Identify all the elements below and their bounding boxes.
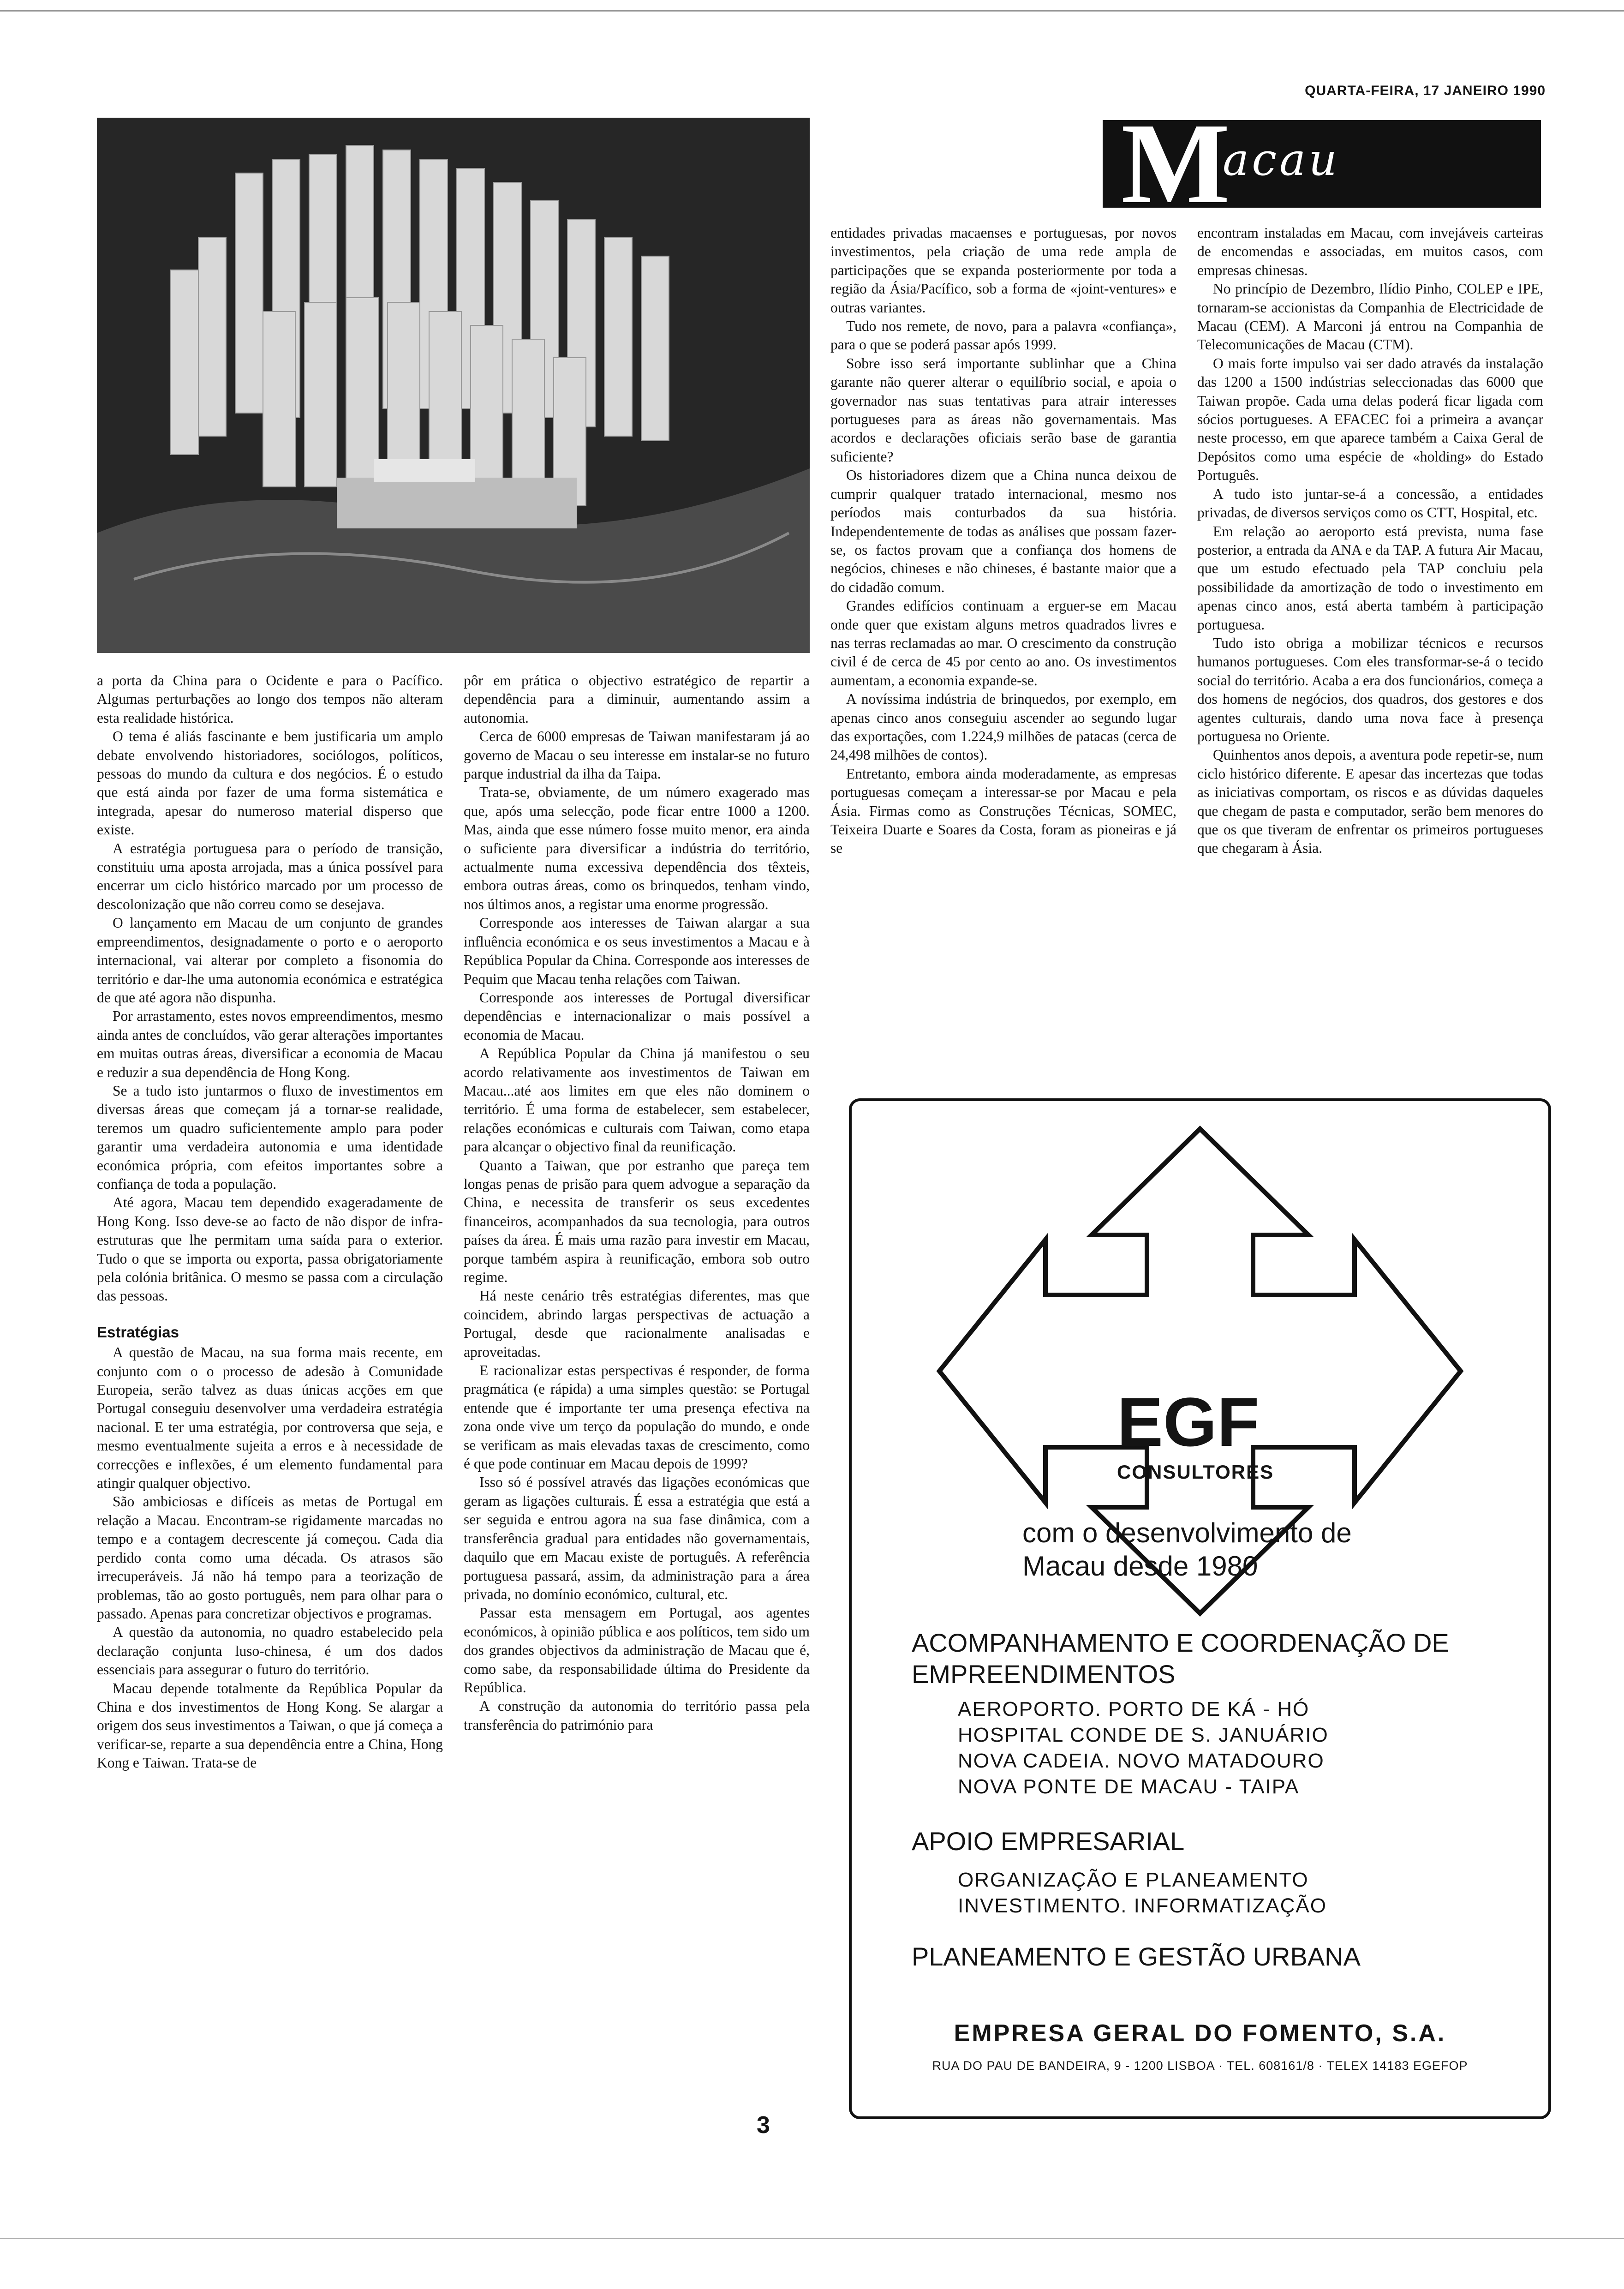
paragraph: Em relação ao aeroporto está prevista, numa fase posterior, a entrada da ANA e da TAP. A futura Air Macau, que um estudo efectuado pela TAP concluiu pela possibilidade da amortização de todo o investimento em apenas cinco anos, está aberta também à participação portuguesa. — [1197, 523, 1543, 633]
paragraph: O mais forte impulso vai ser dado através da instalação das 1200 a 1500 indústrias seleccionadas das 6000 que Taiwan propõe. Cada uma delas poderá ficar ligada com sócios portugueses. A EFACEC foi a primeira a avançar neste processo, em que aparece também a Caixa Geral de Depósitos como uma espécie de «holding» do Estado Português. — [1197, 355, 1543, 484]
ad-item: AEROPORTO. PORTO DE KÁ - HÓ — [958, 1698, 1310, 1720]
top-rule — [0, 10, 1624, 12]
paragraph: A República Popular da China já manifestou o seu acordo relativamente aos investimentos de Taiwan em Macau...até aos limites em que eles não dominem o território. É uma forma de estabelecer, sem estabelecer, relações económicas e culturais com Taiwan, como etapa para alcançar o objectivo final da reunificação. — [464, 1045, 810, 1155]
page-number: 3 — [757, 2112, 770, 2139]
masthead-letter: M — [1121, 100, 1230, 228]
section-masthead — [1103, 100, 1541, 228]
paragraph: Passar esta mensagem em Portugal, aos agentes económicos, à opinião pública e aos políticos, tem sido um dos grandes objectivos da administração de Macau que é, como sabe, da responsabilidade última do Presidente da República. — [464, 1605, 810, 1696]
ad-item: NOVA PONTE DE MACAU - TAIPA — [958, 1775, 1300, 1798]
paragraph: Cerca de 6000 empresas de Taiwan manifestaram já ao governo de Macau o seu interesse em instalar-se no futuro parque industrial da ilha da Taipa. — [464, 728, 810, 782]
bottom-rule — [0, 2238, 1624, 2239]
paragraph: Isso só é possível através das ligações económicas que geram as ligações culturais. É essa a estratégia que está a ser seguida e entrou agora na sua fase dinâmica, com a transferência gradual para entidades não governamentais, daquilo que em Macau existe de português. A referência portuguesa passará, assim, da administração para a área privada, no domínio económico, cultural, etc. — [464, 1474, 810, 1602]
paragraph: Tudo nos remete, de novo, para a palavra «confiança», para o que se poderá passar após 1999. — [830, 318, 1176, 353]
article-column-4 — [1197, 224, 1543, 858]
ad-company-name: EMPRESA GERAL DO FOMENTO, S.A. — [954, 2020, 1446, 2047]
paragraph: No princípio de Dezembro, Ilídio Pinho, COLEP e IPE, tornaram-se accionistas da Companhia de Electricidade de Macau (CEM). A Marconi já entrou na Companhia de Telecomunicações de Macau (CTM). — [1197, 281, 1543, 353]
paragraph: A estratégia portuguesa para o período de transição, constituiu uma aposta arrojada, mas a única possível para encerrar um ciclo histórico marcado por um processo de descolonização que não correu como se desejava. — [97, 840, 443, 912]
paragraph: Corresponde aos interesses de Portugal diversificar dependências e internacionalizar o mais possível a economia de Macau. — [464, 989, 810, 1043]
paragraph: São ambiciosas e difíceis as metas de Portugal em relação a Macau. Encontram-se rigidamente marcadas no tempo e a contagem decrescente já começou. Cada dia perdido conta como uma década. Os atrasos são irrecuperáveis. Já não há tempo para a teorização de problemas, tão ao gosto português, nem para olhar para o passado. Apenas para concretizar objectivos e programas. — [97, 1493, 443, 1622]
paragraph: a porta da China para o Ocidente e para o Pacífico. Algumas perturbações ao longo dos tempos não alteram esta realidade histórica. — [97, 672, 443, 726]
ad-section-title: APOIO EMPRESARIAL — [912, 1827, 1185, 1856]
article-column-3 — [830, 224, 1176, 858]
paragraph: A novíssima indústria de brinquedos, por exemplo, em apenas cinco anos conseguiu ascender ao segundo lugar das exportações, com 1.224,9 milhões de patacas (cerca de 24,498 milhões de contos). — [830, 691, 1176, 763]
paragraph: Tudo isto obriga a mobilizar técnicos e recursos humanos portugueses. Com eles transformar-se-á o tecido social do território. Acaba a era dos funcionários, começa a dos homens de negócios, dos quadros, dos gestores e dos agentes culturais, dando uma nova face à presença portuguesa no Oriente. — [1197, 635, 1543, 744]
ad-section-title: ACOMPANHAMENTO E COORDENAÇÃO DE EMPREENDIMENTOS — [912, 1628, 1449, 1689]
ad-item: ORGANIZAÇÃO E PLANEAMENTO — [958, 1869, 1309, 1891]
paragraph: entidades privadas macaenses e portuguesas, por novos investimentos, pela criação de uma rede ampla de participações que se expanda posteriormente por toda a região da Ásia/Pacífico, sob a forma de «joint-ventures» e outras variantes. — [830, 225, 1176, 316]
paragraph: A questão de Macau, na sua forma mais recente, em conjunto com o o processo de adesão à Comunidade Europeia, serão talvez as duas únicas acções em que Portugal conseguiu desenvolver uma verdadeira estratégia nacional. E ter uma estratégia, por controversa que seja, e mesmo eventualmente sujeita a erros e à necessidade de correcções e inflexões, é um elemento fundamental para atingir qualquer objectivo. — [97, 1344, 443, 1492]
paragraph: Os historiadores dizem que a China nunca deixou de cumprir qualquer tratado internacional, mesmo nos períodos mais conturbados da sua história. Independentemente de todas as análises que possam fazer-se, os factos provam que a confiança dos homens de negócios, chineses e não chineses, é bastante maior que a do cidadão comum. — [830, 467, 1176, 595]
paragraph: Grandes edifícios continuam a erguer-se em Macau onde quer que existam alguns metros quadrados livres e nas terras reclamadas ao mar. O crescimento da construção civil é de cerca de 45 por cento ao ano. Os investimentos aumentam, a economia expande-se. — [830, 598, 1176, 689]
paragraph: Até agora, Macau tem dependido exageradamente de Hong Kong. Isso deve-se ao facto de não dispor de infra-estruturas que lhe permitam uma saída para o exterior. Tudo o que se importa ou exporta, passa obrigatoriamente pela colónia britânica. O mesmo se passa com a circulação das pessoas. — [97, 1194, 443, 1304]
architectural-model-photo — [97, 118, 810, 653]
paragraph: A tudo isto juntar-se-á a concessão, a entidades privadas, de diversos serviços como os CTT, Hospital, etc. — [1197, 485, 1543, 521]
paragraph: A construção da autonomia do território passa pela transferência do património para — [464, 1698, 810, 1733]
ad-item: INVESTIMENTO. INFORMATIZAÇÃO — [958, 1894, 1327, 1917]
egf-advertisement — [849, 1098, 1551, 2119]
ad-item: HOSPITAL CONDE DE S. JANUÁRIO — [958, 1724, 1329, 1746]
ad-item: NOVA CADEIA. NOVO MATADOURO — [958, 1750, 1325, 1772]
paragraph: Se a tudo isto juntarmos o fluxo de investimentos em diversas áreas que começam já a tornar-se realidade, teremos um quadro suficientemente amplo para poder garantir uma verdadeira autonomia e uma identidade económica própria, com efeitos importantes sobre a confiança de toda a população. — [97, 1082, 443, 1192]
paragraph: Por arrastamento, estes novos empreendimentos, mesmo ainda antes de concluídos, vão gerar alterações importantes em muitas outras áreas, diversificar a economia de Macau e reduzir a sua dependência de Hong Kong. — [97, 1008, 443, 1080]
paragraph: pôr em prática o objectivo estratégico de repartir a dependência para a diminuir, aumentando assim a autonomia. — [464, 672, 810, 726]
paragraph: Trata-se, obviamente, de um número exagerado mas que, após uma selecção, pode ficar entre 1000 a 1200. Mas, ainda que esse número fosse muito menor, era ainda o suficiente para diversificar a indústria do território, actualmente numa excessiva dependência dos têxteis, embora outras áreas, como os brinquedos, tenham vindo, nos últimos anos, a registar uma enorme progressão. — [464, 784, 810, 912]
paragraph: Sobre isso será importante sublinhar que a China garante não querer alterar o equilíbrio social, e apoia o governador nas suas tentativas para atrair interesses portugueses para as áreas não governamentais. Mas acordos e declarações oficiais serão base de garantia suficiente? — [830, 355, 1176, 465]
egf-logo: EGF — [1117, 1383, 1260, 1461]
subheading: Estratégias — [97, 1323, 179, 1341]
paragraph: Corresponde aos interesses de Taiwan alargar a sua influência económica e os seus investimentos a Macau e à República Popular da China. Corresponde aos interesses de Pequim que Macau tenha relações com Taiwan. — [464, 915, 810, 987]
paragraph: Macau depende totalmente da República Popular da China e dos investimentos de Hong Kong. Se alargar a origem dos seus investimentos a Taiwan, o que já começa a verificar-se, reparte a sua dependência entre a China, Hong Kong e Taiwan. Trata-se de — [97, 1680, 443, 1771]
masthead-script: acau — [1223, 134, 1340, 186]
egf-logo-subtitle: CONSULTORES — [1117, 1461, 1274, 1483]
paragraph: Há neste cenário três estratégias diferentes, mas que coincidem, abrindo largas perspectivas de actuação a Portugal, desde que racionalmente analisadas e aproveitadas. — [464, 1288, 810, 1360]
ad-section-title: PLANEAMENTO E GESTÃO URBANA — [912, 1942, 1361, 1971]
paragraph: Quinhentos anos depois, a aventura pode repetir-se, num ciclo histórico diferente. E apesar das incertezas que todas as iniciativas comportam, os riscos e as dúvidas daqueles que chegam de pasta e computador, serão bem menores do que os que tiveram de enfrentar os primeiros portugueses que chegaram à Ásia. — [1197, 747, 1543, 857]
paragraph: O tema é aliás fascinante e bem justificaria um amplo debate envolvendo historiadores, sociólogos, políticos, pessoas do mundo da cultura e dos negócios. É o estudo que está ainda por fazer de uma forma sistemática e integrada, apesar do numeroso material disperso que existe. — [97, 728, 443, 838]
paragraph: Quanto a Taiwan, que por estranho que pareça tem longas penas de prisão para quem advogue a separação da China, e necessita de transferir os seus excedentes financeiros, acompanhados da sua tecnologia, para outros países da área. É mais uma razão para investir em Macau, porque também aspira à reunificação, embora sob outro regime. — [464, 1157, 810, 1285]
article-column-2 — [464, 671, 810, 1734]
paragraph: Entretanto, embora ainda moderadamente, as empresas portuguesas começam a interessar-se por Macau e pela Ásia. Firmas como as Construções Técnicas, SOMEC, Teixeira Duarte e Soares da Costa, foram as pioneiras e já se — [830, 765, 1176, 857]
issue-date: QUARTA-FEIRA, 17 JANEIRO 1990 — [1305, 83, 1546, 98]
paragraph: O lançamento em Macau de um conjunto de grandes empreendimentos, designadamente o porto e o aeroporto internacional, vai alterar por completo a fisonomia do território e dar-lhe uma autonomia económica e estratégica de que até agora não dispunha. — [97, 915, 443, 1006]
paragraph: encontram instaladas em Macau, com invejáveis carteiras de encomendas e associadas, em muitos casos, com empresas chinesas. — [1197, 225, 1543, 278]
ad-tagline: com o desenvolvimento de Macau desde 1980 — [1022, 1517, 1352, 1582]
ad-address: RUA DO PAU DE BANDEIRA, 9 - 1200 LISBOA · TEL. 608161/8 · TELEX 14183 EGEFOP — [932, 2059, 1468, 2073]
paragraph: A questão da autonomia, no quadro estabelecido pela declaração conjunta luso-chinesa, é um dos dados essenciais para assegurar o futuro do território. — [97, 1624, 443, 1678]
paragraph: E racionalizar estas perspectivas é responder, de forma pragmática (e rápida) a uma simples questão: se Portugal entende que é importante ter uma presença efectiva na zona onde vive um terço da população do mundo, e onde se verificam as mais elevadas taxas de crescimento, como é que pode continuar em Macau depois de 1999? — [464, 1362, 810, 1472]
article-column-1 — [97, 671, 443, 1773]
